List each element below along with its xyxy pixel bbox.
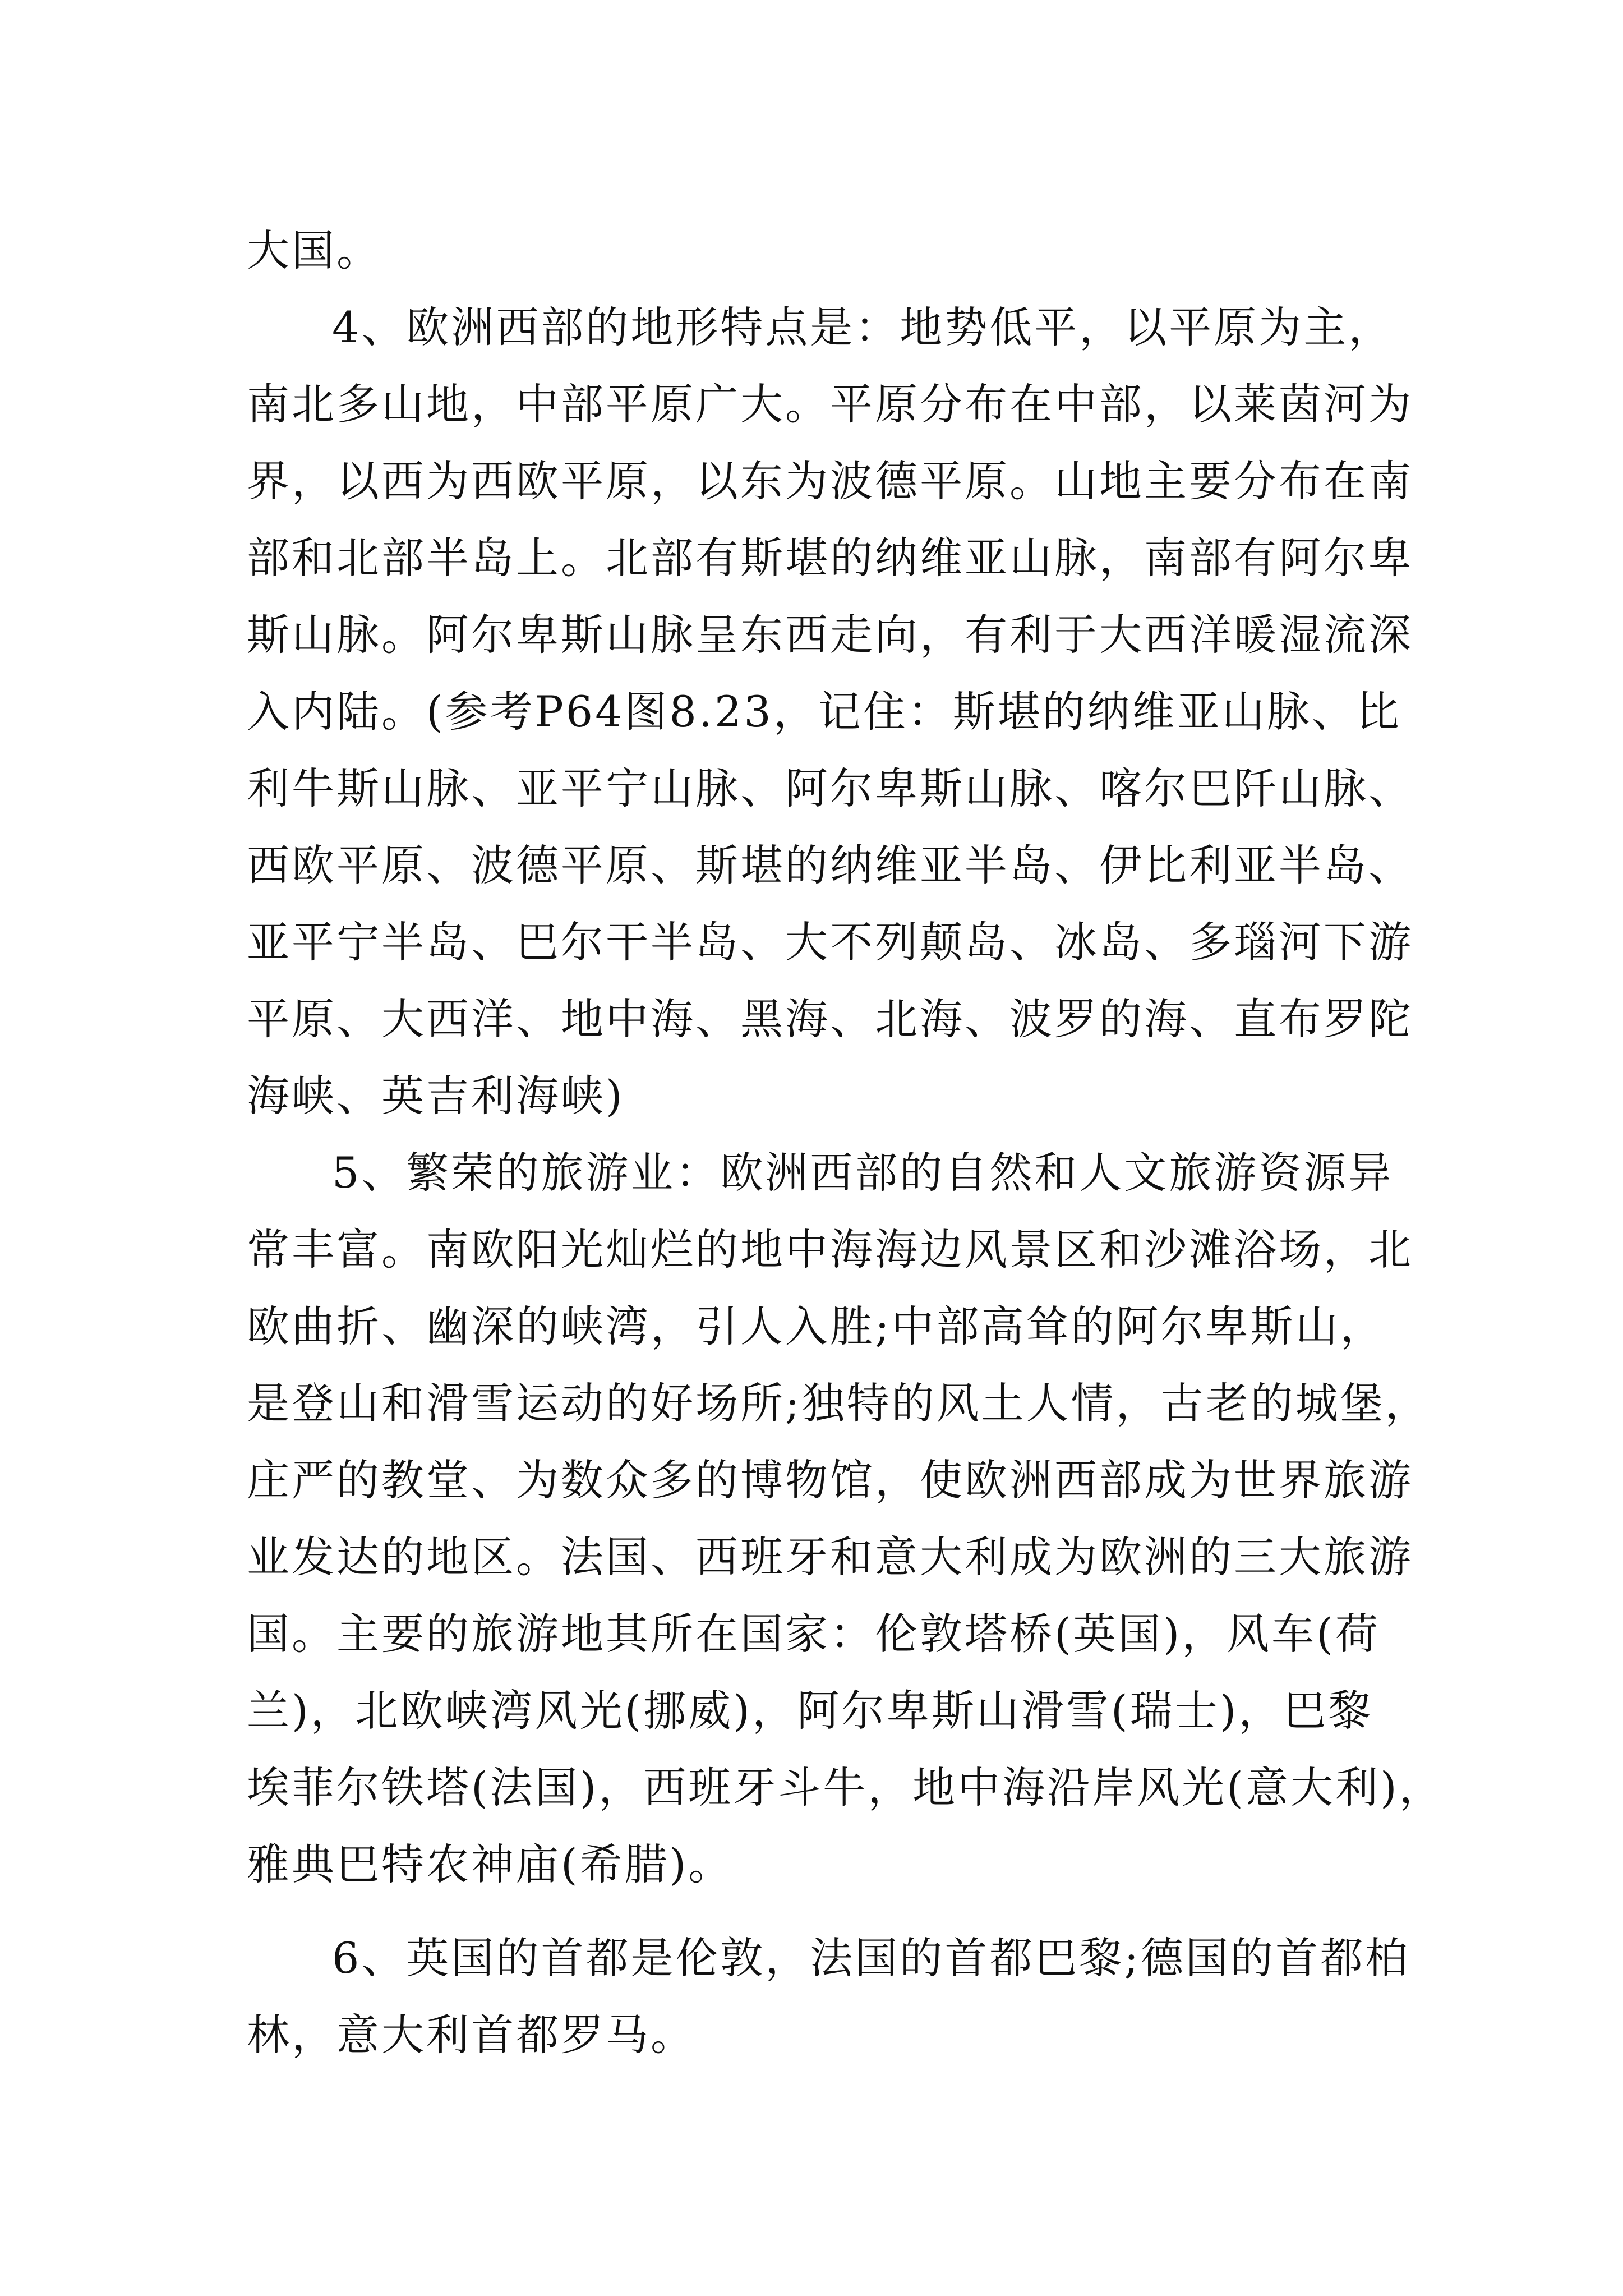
text-line: 国。主要的旅游地其所在国家：伦敦塔桥(英国)，风车(荷 xyxy=(247,1609,1380,1659)
text-line: 是登山和滑雪运动的好场所;独特的风土人情，古老的城堡， xyxy=(247,1378,1430,1428)
text-line: 常丰富。南欧阳光灿烂的地中海海边风景区和沙滩浴场，北 xyxy=(247,1225,1413,1274)
text-line: 5、繁荣的旅游业：欧洲西部的自然和人文旅游资源异 xyxy=(332,1148,1394,1198)
text-line: 大国。 xyxy=(247,226,381,275)
paragraph-spacer xyxy=(247,1903,1419,1920)
text-line: 林，意大利首都罗马。 xyxy=(247,2010,695,2060)
paragraph-continuation xyxy=(247,212,1419,289)
paragraph-tourism xyxy=(247,1134,1444,1903)
paragraph-capitals xyxy=(247,1920,1419,2073)
document-body xyxy=(247,212,1444,2073)
text-line: 平原、大西洋、地中海、黑海、北海、波罗的海、直布罗陀 xyxy=(247,994,1413,1044)
text-line: 界，以西为西欧平原，以东为波德平原。山地主要分布在南 xyxy=(247,456,1413,506)
text-line: 亚平宁半岛、巴尔干半岛、大不列颠岛、冰岛、多瑙河下游 xyxy=(247,917,1413,967)
text-line: 欧曲折、幽深的峡湾，引人入胜;中部高耸的阿尔卑斯山， xyxy=(247,1301,1385,1351)
text-line: 部和北部半岛上。北部有斯堪的纳维亚山脉，南部有阿尔卑 xyxy=(247,533,1413,583)
text-line: 海峡、英吉利海峡) xyxy=(247,1071,625,1121)
text-line: 6、英国的首都是伦敦，法国的首都巴黎;德国的首都柏 xyxy=(332,1933,1410,1983)
text-line: 业发达的地区。法国、西班牙和意大利成为欧洲的三大旅游 xyxy=(247,1532,1413,1582)
text-line: 入内陆。(参考P64图8.23，记住：斯堪的纳维亚山脉、比 xyxy=(247,687,1401,737)
paragraph-terrain xyxy=(247,289,1419,1134)
text-line: 雅典巴特农神庙(希腊)。 xyxy=(247,1839,734,1889)
text-line: 西欧平原、波德平原、斯堪的纳维亚半岛、伊比利亚半岛、 xyxy=(247,840,1413,890)
text-line: 兰)，北欧峡湾风光(挪威)，阿尔卑斯山滑雪(瑞士)，巴黎 xyxy=(247,1686,1373,1736)
text-line: 埃菲尔铁塔(法国)，西班牙斗牛，地中海沿岸风光(意大利)， xyxy=(247,1763,1444,1812)
text-line: 利牛斯山脉、亚平宁山脉、阿尔卑斯山脉、喀尔巴阡山脉、 xyxy=(247,763,1413,813)
text-line: 南北多山地，中部平原广大。平原分布在中部，以莱茵河为 xyxy=(247,379,1413,429)
text-line: 斯山脉。阿尔卑斯山脉呈东西走向，有利于大西洋暖湿流深 xyxy=(247,610,1413,660)
text-line: 4、欧洲西部的地形特点是：地势低平，以平原为主， xyxy=(332,302,1394,352)
text-line: 庄严的教堂、为数众多的博物馆，使欧洲西部成为世界旅游 xyxy=(247,1455,1413,1505)
